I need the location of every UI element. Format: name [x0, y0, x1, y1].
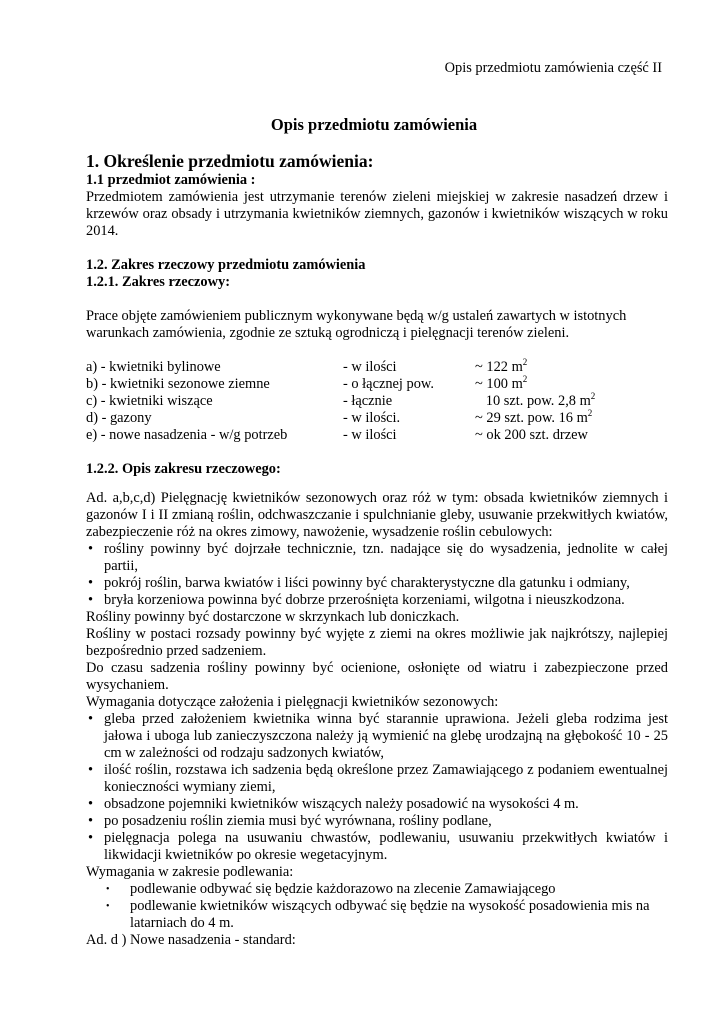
list-item: • pielęgnacja polega na usuwaniu chwastów, podlewaniu, usuwaniu przekwitłych kwiatów i likwidacji kwietników po okresie wegetacyjnym. [86, 830, 668, 864]
scope-item-label: e) - nowe nasadzenia - w/g potrzeb [86, 427, 288, 443]
section-1-2-1-heading: 1.2.1. Zakres rzeczowy: [86, 274, 230, 290]
scope-item-qty: - w ilości [343, 359, 397, 375]
paragraph: Ad. d ) Nowe nasadzenia - standard: [86, 932, 296, 948]
list-item: • podlewanie odbywać się będzie każdorazowo na zlecenie Zamawiającego [86, 881, 668, 898]
document-title: Opis przedmiotu zamówienia [270, 115, 478, 134]
section-1-1-heading: 1.1 przedmiot zamówienia : [86, 172, 256, 188]
paragraph: Wymagania dotyczące założenia i pielęgnacji kwietników sezonowych: [86, 694, 499, 710]
section-1-2-2-body [86, 490, 668, 949]
scope-item [86, 393, 686, 410]
plant-requirements-list [86, 541, 668, 609]
section-1-2-1-text: Prace objęte zamówieniem publicznym wykonywane będą w/g ustaleń zawartych w istotnych warunkach zamówienia, zgodnie ze sztuką ogrodniczą i pielęgnacji terenów zieleni. [86, 308, 627, 341]
flowerbed-requirements-list [86, 711, 668, 864]
scope-item [86, 410, 686, 427]
section-1-2-heading: 1.2. Zakres rzeczowy przedmiotu zamówienia [86, 257, 366, 273]
paragraph: Do czasu sadzenia rośliny powinny być ocienione, osłonięte od wiatru i zabezpieczone przed wysychaniem. [86, 660, 668, 693]
list-item: • rośliny powinny być dojrzałe technicznie, tzn. nadające się do wysadzenia, jednolite w całej partii, [86, 541, 668, 575]
section-1-heading: 1. Określenie przedmiotu zamówienia: [86, 151, 374, 171]
scope-item-qty: - w ilości. [343, 410, 401, 426]
scope-item-value: ~ 100 $m^2$ [475, 374, 528, 392]
scope-item-label: b) - kwietniki sezonowe ziemne [86, 376, 270, 392]
scope-item-value: ~ ok 200 szt. drzew [475, 427, 588, 443]
list-item: • bryła korzeniowa powinna być dobrze przerośnięta korzeniami, wilgotna i nieuszkodzona. [86, 592, 668, 609]
scope-item-qty: - łącznie [343, 393, 393, 409]
scope-item-value: ~ 29 szt. pow. 16 $m^2$ [475, 408, 593, 426]
scope-item-qty: - o łącznej pow. [343, 376, 434, 392]
list-item: • obsadzone pojemniki kwietników wiszących należy posadowić na wysokości 4 m. [86, 796, 668, 813]
section-1-2-2-heading: 1.2.2. Opis zakresu rzeczowego: [86, 461, 281, 477]
list-item: • podlewanie kwietników wiszących odbywać się będzie na wysokość posadowienia mis na latarniach do 4 m. [86, 898, 668, 932]
scope-item [86, 359, 686, 376]
scope-item-label: d) - gazony [86, 410, 152, 426]
intro-paragraph: Ad. a,b,c,d) Pielęgnację kwietników sezonowych oraz róż w tym: obsada kwietników ziemnych i gazonów I i II zmianą roślin, odchwaszczanie i spulchnianie gleby, usuwanie przekwitłych kwiatów, zabezpieczenie róż na okres zimowy, nawożenie, wysadzenie roślin cebulowych: [86, 490, 668, 540]
section-1-1-text: Przedmiotem zamówienia jest utrzymanie terenów zieleni miejskiej w zakresie nasadzeń drzew i krzewów oraz obsady i utrzymania kwietników ziemnych, gazonów i kwietników wiszących w roku 2014. [86, 189, 668, 239]
list-item: • pokrój roślin, barwa kwiatów i liści powinny być charakterystyczne dla gatunku i odmiany, [86, 575, 668, 592]
scope-item [86, 376, 686, 393]
scope-item-qty: - w ilości [343, 427, 397, 443]
scope-item [86, 427, 686, 444]
watering-requirements-list [86, 881, 668, 932]
scope-item-label: a) - kwietniki bylinowe [86, 359, 221, 375]
list-item: • gleba przed założeniem kwietnika winna być starannie uprawiona. Jeżeli gleba rodzima jest jałowa i uboga lub zanieczyszczona należy ją wymienić na glebę urodzajną na głębokość 10 - 25 cm w zależności od rodzaju sadzonych kwiatów, [86, 711, 668, 762]
scope-item-label: c) - kwietniki wiszące [86, 393, 213, 409]
running-header: Opis przedmiotu zamówienia część II [444, 60, 662, 76]
list-item: • ilość roślin, rozstawa ich sadzenia będą określone przez Zamawiającego z podaniem ewentualnej konieczności wymiany ziemi, [86, 762, 668, 796]
paragraph: Rośliny w postaci rozsady powinny być wyjęte z ziemi na okres możliwie jak najkrótszy, najlepiej bezpośrednio przed sadzeniem. [86, 626, 668, 659]
list-item: • po posadzeniu roślin ziemia musi być wyrównana, rośliny podlane, [86, 813, 668, 830]
paragraph: Rośliny powinny być dostarczone w skrzynkach lub doniczkach. [86, 609, 460, 625]
scope-item-value: 10 szt. pow. 2,8 $m^2$ [475, 391, 596, 409]
scope-item-value: ~ 122 $m^2$ [475, 357, 528, 375]
paragraph: Wymagania w zakresie podlewania: [86, 864, 294, 880]
